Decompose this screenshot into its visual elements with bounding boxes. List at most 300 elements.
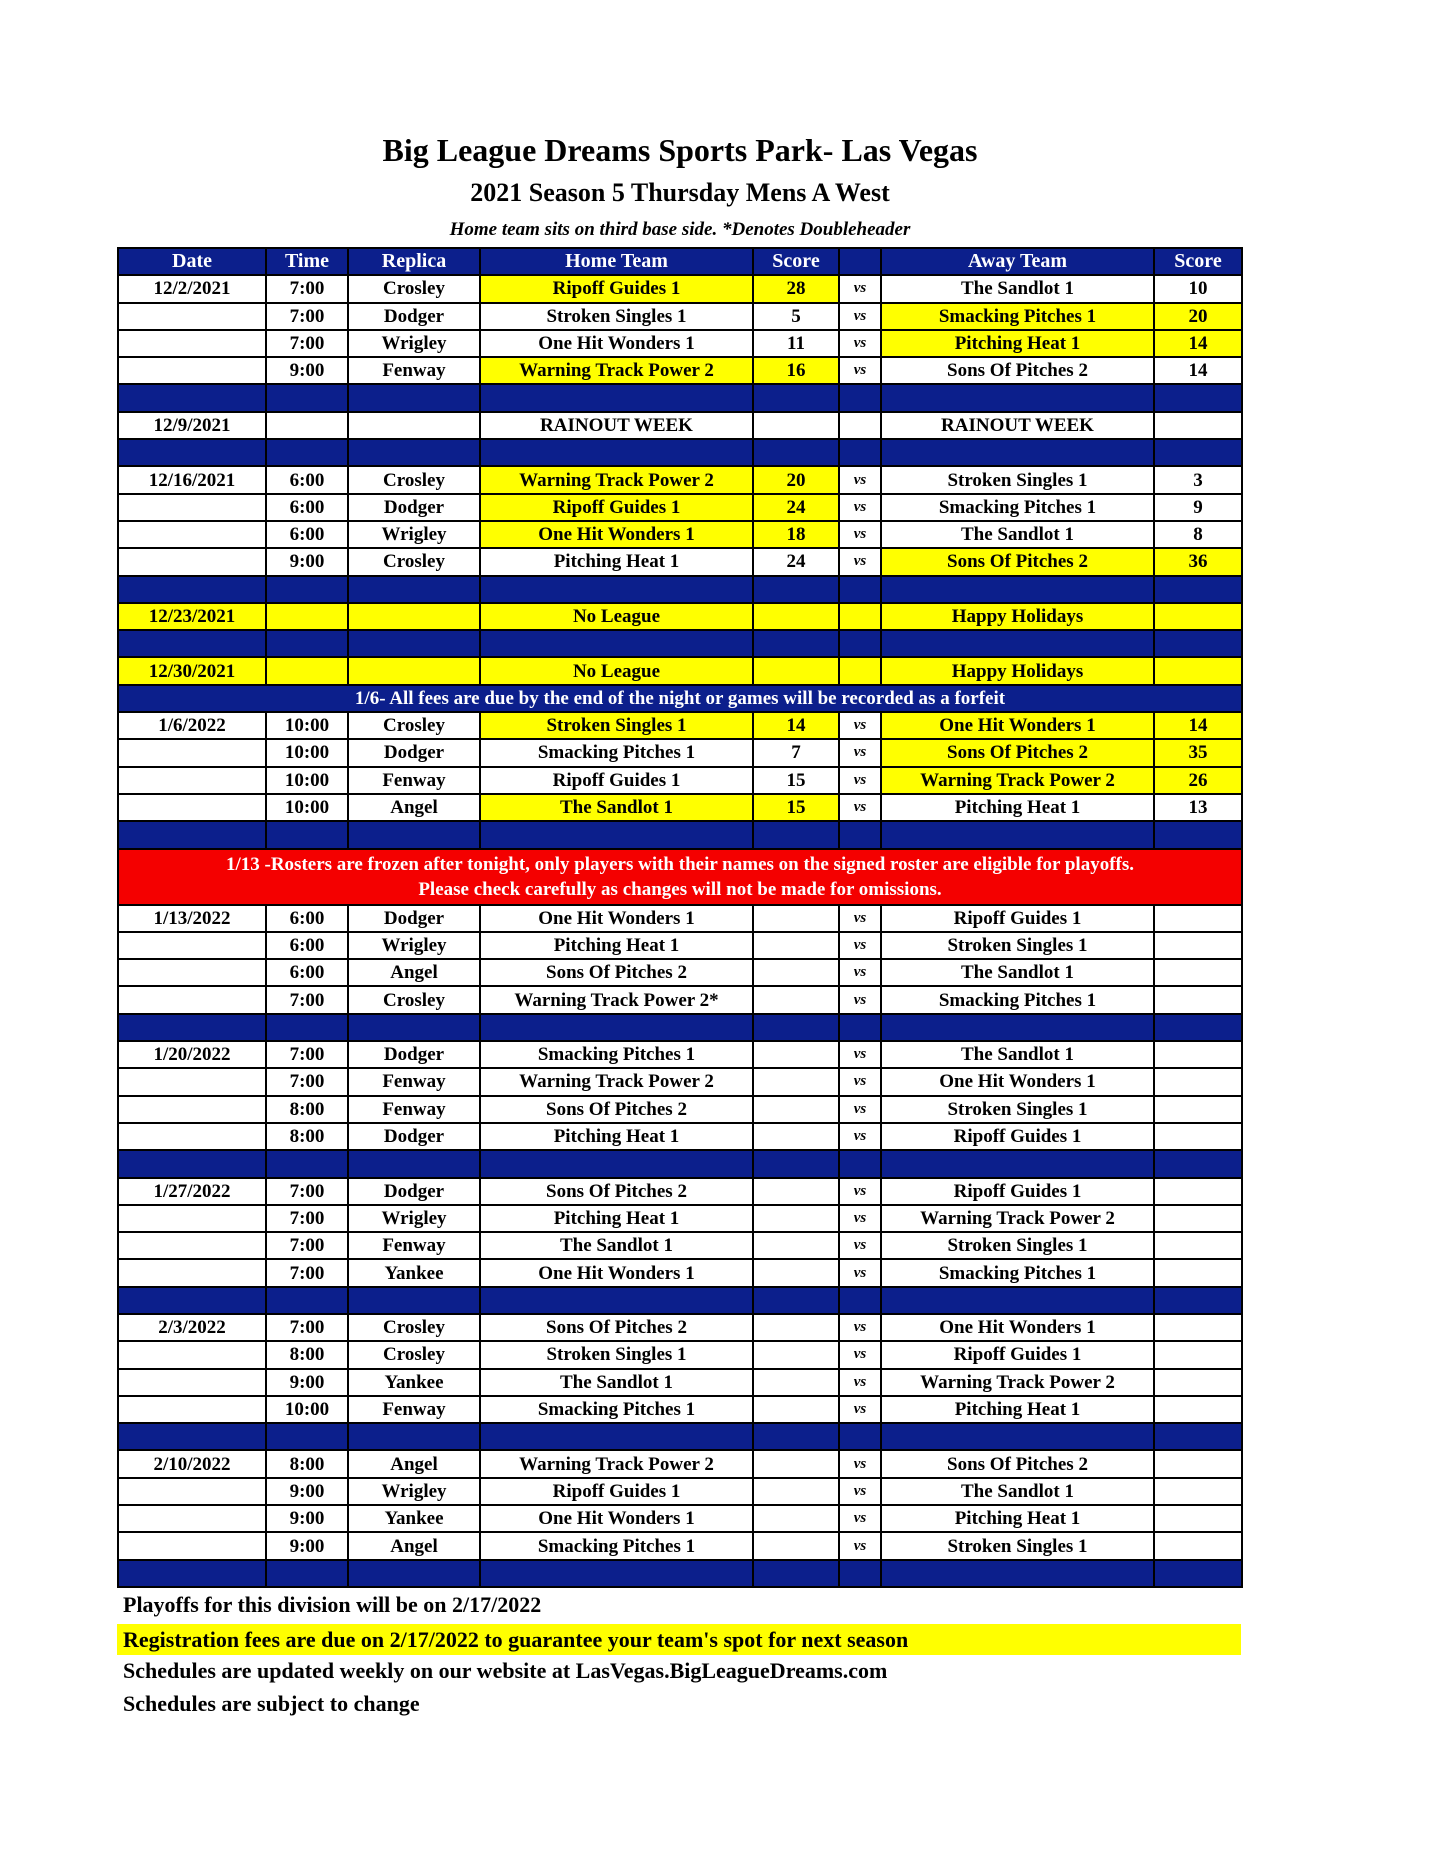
- game-time: 9:00: [266, 1369, 348, 1396]
- away-score: [1154, 1259, 1242, 1286]
- game-date: [118, 1341, 266, 1368]
- game-date: 1/27/2022: [118, 1178, 266, 1205]
- away-score: 26: [1154, 767, 1242, 794]
- separator-cell: [118, 630, 266, 657]
- vs-label: vs: [839, 1205, 881, 1232]
- game-row: [118, 1232, 1242, 1259]
- home-score: [753, 1505, 839, 1532]
- home-team: Pitching Heat 1: [480, 1205, 753, 1232]
- game-row: [118, 1068, 1242, 1095]
- game-field: [348, 412, 480, 439]
- separator-cell: [266, 821, 348, 848]
- separator-cell: [753, 1423, 839, 1450]
- game-date: [118, 1532, 266, 1559]
- away-team: Sons Of Pitches 2: [881, 548, 1154, 575]
- home-score: [753, 1123, 839, 1150]
- home-team: Ripoff Guides 1: [480, 1478, 753, 1505]
- roster-notice-row: [118, 849, 1242, 905]
- game-date: [118, 1259, 266, 1286]
- away-team: Stroken Singles 1: [881, 1532, 1154, 1559]
- game-field: Angel: [348, 1450, 480, 1477]
- game-time: 7:00: [266, 1178, 348, 1205]
- separator-cell: [1154, 576, 1242, 603]
- home-score: [753, 959, 839, 986]
- home-score: 15: [753, 767, 839, 794]
- away-score: 14: [1154, 330, 1242, 357]
- away-team: Smacking Pitches 1: [881, 303, 1154, 330]
- game-date: 1/6/2022: [118, 712, 266, 739]
- game-field: Dodger: [348, 494, 480, 521]
- vs-label: vs: [839, 1232, 881, 1259]
- separator-cell: [839, 1287, 881, 1314]
- game-row: [118, 905, 1242, 932]
- home-score: 15: [753, 794, 839, 821]
- game-field: Wrigley: [348, 932, 480, 959]
- game-time: 7:00: [266, 1068, 348, 1095]
- away-team: Warning Track Power 2: [881, 1369, 1154, 1396]
- separator-cell: [753, 439, 839, 466]
- game-row: [118, 767, 1242, 794]
- away-score: [1154, 1532, 1242, 1559]
- game-date: [118, 330, 266, 357]
- game-row: [118, 357, 1242, 384]
- schedule-table: [117, 247, 1243, 1588]
- home-team: No League: [480, 603, 753, 630]
- vs-label: vs: [839, 712, 881, 739]
- vs-label: vs: [839, 548, 881, 575]
- week-separator: [118, 1423, 1242, 1450]
- away-team: Stroken Singles 1: [881, 932, 1154, 959]
- away-team: Ripoff Guides 1: [881, 1178, 1154, 1205]
- separator-cell: [266, 1287, 348, 1314]
- away-score: [1154, 1396, 1242, 1423]
- game-time: 10:00: [266, 794, 348, 821]
- game-field: Dodger: [348, 303, 480, 330]
- away-team: The Sandlot 1: [881, 521, 1154, 548]
- game-field: Crosley: [348, 466, 480, 493]
- away-team: One Hit Wonders 1: [881, 1068, 1154, 1095]
- separator-cell: [881, 1150, 1154, 1177]
- week-separator: [118, 630, 1242, 657]
- away-team: The Sandlot 1: [881, 1041, 1154, 1068]
- game-date: [118, 1068, 266, 1095]
- roster-notice-line: 1/13 -Rosters are frozen after tonight, only players with their names on the signed roster are eligible for playoffs.: [225, 853, 1135, 875]
- special-week-row: [118, 657, 1242, 684]
- home-score: [753, 1396, 839, 1423]
- home-score: 16: [753, 357, 839, 384]
- home-score: [753, 1178, 839, 1205]
- separator-cell: [480, 576, 753, 603]
- separator-cell: [839, 439, 881, 466]
- home-team: One Hit Wonders 1: [480, 1505, 753, 1532]
- separator-cell: [881, 1560, 1154, 1587]
- vs-label: vs: [839, 1396, 881, 1423]
- game-time: 10:00: [266, 712, 348, 739]
- game-time: 8:00: [266, 1450, 348, 1477]
- special-week-row: [118, 603, 1242, 630]
- game-date: 2/3/2022: [118, 1314, 266, 1341]
- away-score: [1154, 1068, 1242, 1095]
- game-field: Fenway: [348, 1232, 480, 1259]
- vs-label: vs: [839, 932, 881, 959]
- fees-notice-row: [118, 685, 1242, 712]
- header-vs: [839, 248, 881, 275]
- header-date: Date: [118, 248, 266, 275]
- away-team: Ripoff Guides 1: [881, 1123, 1154, 1150]
- home-score: [753, 1341, 839, 1368]
- change-note: Schedules are subject to change: [123, 1691, 420, 1716]
- away-team: Sons Of Pitches 2: [881, 1450, 1154, 1477]
- vs-label: vs: [839, 1478, 881, 1505]
- game-date: 12/9/2021: [118, 412, 266, 439]
- game-row: [118, 1505, 1242, 1532]
- home-score: 18: [753, 521, 839, 548]
- away-team: Ripoff Guides 1: [881, 905, 1154, 932]
- separator-cell: [348, 1150, 480, 1177]
- vs-label: vs: [839, 1314, 881, 1341]
- home-score: [753, 1532, 839, 1559]
- game-date: [118, 1123, 266, 1150]
- game-row: [118, 712, 1242, 739]
- week-separator: [118, 576, 1242, 603]
- separator-cell: [348, 439, 480, 466]
- game-date: 12/2/2021: [118, 275, 266, 302]
- home-team: Warning Track Power 2*: [480, 986, 753, 1013]
- separator-cell: [118, 1560, 266, 1587]
- game-time: 6:00: [266, 959, 348, 986]
- away-score: [1154, 1341, 1242, 1368]
- separator-cell: [348, 1287, 480, 1314]
- vs-label: vs: [839, 1505, 881, 1532]
- separator-cell: [839, 384, 881, 411]
- separator-cell: [1154, 1287, 1242, 1314]
- game-row: [118, 521, 1242, 548]
- game-date: [118, 494, 266, 521]
- away-score: [1154, 1096, 1242, 1123]
- vs-label: vs: [839, 330, 881, 357]
- home-team: Stroken Singles 1: [480, 1341, 753, 1368]
- separator-cell: [480, 384, 753, 411]
- home-team: Pitching Heat 1: [480, 932, 753, 959]
- game-time: 7:00: [266, 1259, 348, 1286]
- vs-label: vs: [839, 1178, 881, 1205]
- away-score: [1154, 1205, 1242, 1232]
- home-team: Sons Of Pitches 2: [480, 1178, 753, 1205]
- game-time: 7:00: [266, 1314, 348, 1341]
- game-date: [118, 357, 266, 384]
- separator-cell: [881, 1423, 1154, 1450]
- game-row: [118, 932, 1242, 959]
- away-score: [1154, 412, 1242, 439]
- separator-cell: [266, 1560, 348, 1587]
- home-team: Ripoff Guides 1: [480, 767, 753, 794]
- home-team: No League: [480, 657, 753, 684]
- separator-cell: [266, 439, 348, 466]
- separator-cell: [118, 439, 266, 466]
- game-time: 6:00: [266, 932, 348, 959]
- separator-cell: [348, 630, 480, 657]
- separator-cell: [881, 1014, 1154, 1041]
- away-team: Stroken Singles 1: [881, 1232, 1154, 1259]
- home-score: [753, 1068, 839, 1095]
- separator-cell: [753, 384, 839, 411]
- game-time: 7:00: [266, 1232, 348, 1259]
- game-field: Dodger: [348, 1041, 480, 1068]
- vs-label: vs: [839, 1259, 881, 1286]
- separator-cell: [1154, 384, 1242, 411]
- home-team: The Sandlot 1: [480, 794, 753, 821]
- separator-cell: [1154, 1150, 1242, 1177]
- game-row: [118, 275, 1242, 302]
- home-team: Pitching Heat 1: [480, 1123, 753, 1150]
- separator-cell: [1154, 1014, 1242, 1041]
- away-score: [1154, 1450, 1242, 1477]
- game-field: Fenway: [348, 767, 480, 794]
- separator-cell: [839, 630, 881, 657]
- game-date: [118, 521, 266, 548]
- game-time: 7:00: [266, 986, 348, 1013]
- home-team: Stroken Singles 1: [480, 712, 753, 739]
- separator-cell: [348, 1560, 480, 1587]
- game-field: Crosley: [348, 986, 480, 1013]
- game-date: [118, 959, 266, 986]
- separator-cell: [480, 1150, 753, 1177]
- separator-cell: [753, 1014, 839, 1041]
- separator-cell: [839, 1150, 881, 1177]
- vs-label: vs: [839, 739, 881, 766]
- game-date: 1/20/2022: [118, 1041, 266, 1068]
- separator-cell: [480, 630, 753, 657]
- game-time: 9:00: [266, 548, 348, 575]
- away-score: 14: [1154, 712, 1242, 739]
- game-date: [118, 1505, 266, 1532]
- game-row: [118, 330, 1242, 357]
- home-team: RAINOUT WEEK: [480, 412, 753, 439]
- away-score: 9: [1154, 494, 1242, 521]
- game-field: Fenway: [348, 1068, 480, 1095]
- separator-cell: [348, 576, 480, 603]
- game-time: 10:00: [266, 767, 348, 794]
- game-date: [118, 1478, 266, 1505]
- game-field: Fenway: [348, 1096, 480, 1123]
- away-score: [1154, 1041, 1242, 1068]
- game-date: [118, 1396, 266, 1423]
- header-time: Time: [266, 248, 348, 275]
- away-team: The Sandlot 1: [881, 959, 1154, 986]
- separator-cell: [118, 1014, 266, 1041]
- game-date: 1/13/2022: [118, 905, 266, 932]
- header-away-team: Away Team: [881, 248, 1154, 275]
- game-field: Angel: [348, 959, 480, 986]
- away-team: Pitching Heat 1: [881, 1505, 1154, 1532]
- game-field: Dodger: [348, 1123, 480, 1150]
- vs-label: vs: [839, 986, 881, 1013]
- separator-cell: [839, 1560, 881, 1587]
- home-score: [753, 1096, 839, 1123]
- week-separator: [118, 821, 1242, 848]
- table-header-row: [118, 248, 1242, 275]
- home-score: [753, 1041, 839, 1068]
- separator-cell: [480, 1423, 753, 1450]
- vs-label: vs: [839, 1068, 881, 1095]
- game-field: [348, 657, 480, 684]
- week-separator: [118, 1150, 1242, 1177]
- away-score: [1154, 1505, 1242, 1532]
- away-team: Pitching Heat 1: [881, 1396, 1154, 1423]
- away-score: [1154, 657, 1242, 684]
- game-row: [118, 494, 1242, 521]
- game-row: [118, 1450, 1242, 1477]
- home-team: Warning Track Power 2: [480, 1450, 753, 1477]
- home-score: 7: [753, 739, 839, 766]
- playoffs-note: Playoffs for this division will be on 2/17/2022: [123, 1592, 542, 1617]
- game-time: 10:00: [266, 1396, 348, 1423]
- game-date: [118, 1369, 266, 1396]
- away-team: Pitching Heat 1: [881, 794, 1154, 821]
- separator-cell: [839, 576, 881, 603]
- separator-cell: [1154, 821, 1242, 848]
- away-team: Stroken Singles 1: [881, 466, 1154, 493]
- week-separator: [118, 1560, 1242, 1587]
- vs-label: vs: [839, 1096, 881, 1123]
- game-time: 9:00: [266, 1505, 348, 1532]
- away-score: 20: [1154, 303, 1242, 330]
- vs-label: vs: [839, 1369, 881, 1396]
- game-row: [118, 1123, 1242, 1150]
- separator-cell: [753, 630, 839, 657]
- separator-cell: [118, 821, 266, 848]
- away-score: 35: [1154, 739, 1242, 766]
- vs-label: vs: [839, 959, 881, 986]
- away-team: Stroken Singles 1: [881, 1096, 1154, 1123]
- game-time: 8:00: [266, 1123, 348, 1150]
- separator-cell: [1154, 630, 1242, 657]
- page-title: Big League Dreams Sports Park- Las Vegas: [382, 132, 978, 168]
- home-team: One Hit Wonders 1: [480, 1259, 753, 1286]
- separator-cell: [118, 1423, 266, 1450]
- away-score: 8: [1154, 521, 1242, 548]
- header-home-score: Score: [753, 248, 839, 275]
- game-time: 6:00: [266, 466, 348, 493]
- week-separator: [118, 439, 1242, 466]
- game-field: Wrigley: [348, 1205, 480, 1232]
- away-team: Pitching Heat 1: [881, 330, 1154, 357]
- away-team: Sons Of Pitches 2: [881, 357, 1154, 384]
- vs-label: vs: [839, 905, 881, 932]
- game-field: Yankee: [348, 1369, 480, 1396]
- game-field: Crosley: [348, 275, 480, 302]
- home-team: Sons Of Pitches 2: [480, 1096, 753, 1123]
- game-time: 6:00: [266, 494, 348, 521]
- home-score: [753, 1259, 839, 1286]
- header-home-team: Home Team: [480, 248, 753, 275]
- separator-cell: [753, 821, 839, 848]
- game-time: 9:00: [266, 1478, 348, 1505]
- game-row: [118, 1478, 1242, 1505]
- vs-label: vs: [839, 1450, 881, 1477]
- vs-cell: [839, 603, 881, 630]
- game-date: 2/10/2022: [118, 1450, 266, 1477]
- game-time: 8:00: [266, 1341, 348, 1368]
- game-field: Crosley: [348, 1341, 480, 1368]
- home-team: Ripoff Guides 1: [480, 275, 753, 302]
- away-score: [1154, 1123, 1242, 1150]
- separator-cell: [266, 1150, 348, 1177]
- game-time: [266, 412, 348, 439]
- schedule-note: Home team sits on third base side. *Denotes Doubleheader: [449, 219, 911, 240]
- game-date: [118, 303, 266, 330]
- game-row: [118, 1259, 1242, 1286]
- home-score: [753, 1314, 839, 1341]
- home-score: [753, 1369, 839, 1396]
- vs-label: vs: [839, 1341, 881, 1368]
- away-score: [1154, 905, 1242, 932]
- game-field: [348, 603, 480, 630]
- special-week-row: [118, 412, 1242, 439]
- game-row: [118, 739, 1242, 766]
- away-team: The Sandlot 1: [881, 275, 1154, 302]
- away-team: Smacking Pitches 1: [881, 494, 1154, 521]
- separator-cell: [480, 1287, 753, 1314]
- away-score: [1154, 603, 1242, 630]
- home-score: [753, 932, 839, 959]
- game-time: 7:00: [266, 303, 348, 330]
- home-team: Smacking Pitches 1: [480, 1532, 753, 1559]
- game-field: Dodger: [348, 905, 480, 932]
- vs-label: vs: [839, 794, 881, 821]
- vs-label: vs: [839, 1041, 881, 1068]
- separator-cell: [881, 384, 1154, 411]
- game-time: 8:00: [266, 1096, 348, 1123]
- separator-cell: [266, 630, 348, 657]
- home-team: Sons Of Pitches 2: [480, 1314, 753, 1341]
- schedule-body: [118, 275, 1242, 1587]
- home-team: Warning Track Power 2: [480, 357, 753, 384]
- home-score: [753, 905, 839, 932]
- game-row: [118, 548, 1242, 575]
- game-date: [118, 794, 266, 821]
- game-time: 7:00: [266, 330, 348, 357]
- game-date: [118, 986, 266, 1013]
- home-team: Sons Of Pitches 2: [480, 959, 753, 986]
- vs-label: vs: [839, 767, 881, 794]
- game-field: Yankee: [348, 1505, 480, 1532]
- separator-cell: [881, 1287, 1154, 1314]
- home-team: The Sandlot 1: [480, 1232, 753, 1259]
- game-row: [118, 959, 1242, 986]
- vs-label: vs: [839, 1532, 881, 1559]
- home-team: Stroken Singles 1: [480, 303, 753, 330]
- home-score: [753, 1478, 839, 1505]
- away-team: The Sandlot 1: [881, 1478, 1154, 1505]
- home-score: 28: [753, 275, 839, 302]
- game-field: Yankee: [348, 1259, 480, 1286]
- game-date: [118, 548, 266, 575]
- game-field: Dodger: [348, 1178, 480, 1205]
- roster-notice: [118, 849, 1242, 905]
- game-date: [118, 767, 266, 794]
- header-away-score: Score: [1154, 248, 1242, 275]
- away-team: Sons Of Pitches 2: [881, 739, 1154, 766]
- separator-cell: [348, 821, 480, 848]
- game-row: [118, 794, 1242, 821]
- home-score: [753, 412, 839, 439]
- home-team: Pitching Heat 1: [480, 548, 753, 575]
- game-time: [266, 657, 348, 684]
- home-team: The Sandlot 1: [480, 1369, 753, 1396]
- vs-label: vs: [839, 1123, 881, 1150]
- separator-cell: [753, 1560, 839, 1587]
